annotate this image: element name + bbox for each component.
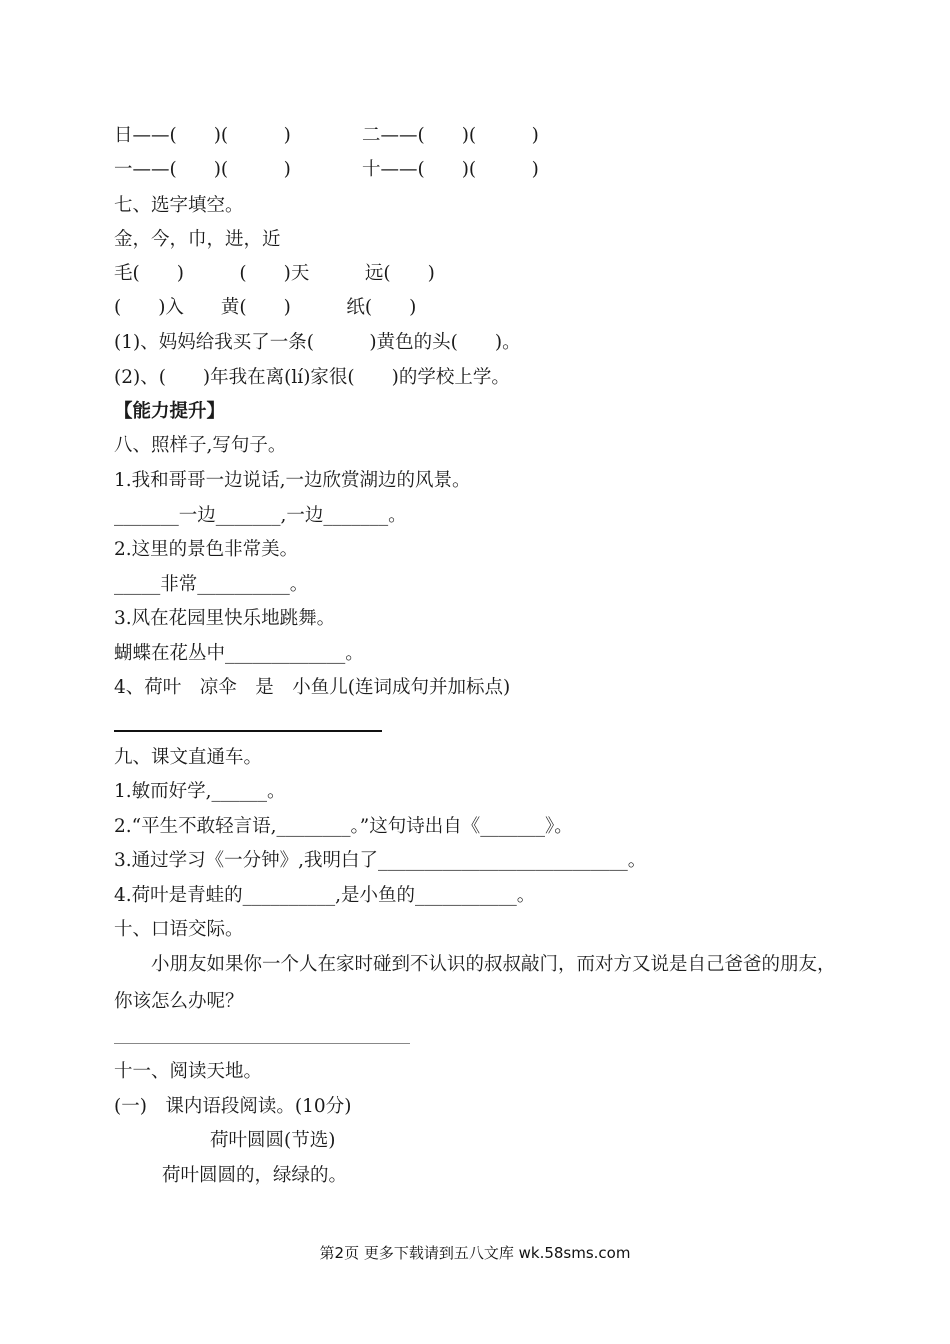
section7-title: 七、选字填空。 [114,195,244,216]
answer-line [114,730,382,732]
section8-s4: 4、荷叶 凉伞 是 小鱼儿(连词成句并加标点) [114,677,511,698]
section10-para2: 你该怎么办呢？ [114,991,244,1012]
section9-q2: 2.“平生不敢轻言语,________。”这句诗出自《_______》。 [114,816,573,837]
section7-row2: ( )入 黄( ) 纸( ) [114,297,417,318]
section10-title: 十、口语交际。 [114,919,244,940]
section8-s2-fill: _____非常__________。 [114,574,309,595]
section9-title: 九、课文直通车。 [114,747,263,768]
pair-er: 二——( )( ) [362,125,539,146]
answer-line [114,1043,410,1044]
pair-yi: 一——( )( ) [114,159,291,180]
section8-s2: 2.这里的景色非常美。 [114,539,299,560]
section8-s3: 3.风在花园里快乐地跳舞。 [114,608,336,629]
section11-sub: (一) 课内语段阅读。(10分) [114,1096,352,1117]
ability-heading: 【能力提升】 [114,401,226,422]
passage-line: 荷叶圆圆的，绿绿的。 [162,1165,348,1186]
section8-s1: 1.我和哥哥一边说话,一边欣赏湖边的风景。 [114,470,471,491]
section7-chars: 金，今，巾，进，近 [114,229,281,250]
section10-para1: 小朋友如果你一个人在家时碰到不认识的叔叔敲门，而对方又说是自己爸爸的朋友， [114,954,836,975]
section8-title: 八、照样子,写句子。 [114,435,287,456]
section8-s3-fill: 蝴蝶在花丛中_____________。 [114,643,364,664]
section9-q3: 3.通过学习《一分钟》,我明白了___________________________。 [114,850,647,871]
section9-q1: 1.敏而好学,______。 [114,781,286,802]
passage-title: 荷叶圆圆(节选) [210,1130,336,1151]
section8-s1-fill: _______一边_______,一边_______。 [114,505,407,526]
pair-ri: 日——( )( ) [114,125,291,146]
section9-q4: 4.荷叶是青蛙的__________,是小鱼的___________。 [114,885,536,906]
section7-q2: (2)、( )年我在离(lí)家很( )的学校上学。 [114,367,510,388]
pair-shi: 十——( )( ) [362,159,539,180]
section7-row1: 毛( ) ( )天 远( ) [114,263,435,284]
section11-title: 十一、阅读天地。 [114,1061,263,1082]
page-footer: 第2页 更多下载请到五八文库 wk.58sms.com [319,1244,631,1262]
section7-q1: (1)、妈妈给我买了一条( )黄色的头( )。 [114,332,521,353]
